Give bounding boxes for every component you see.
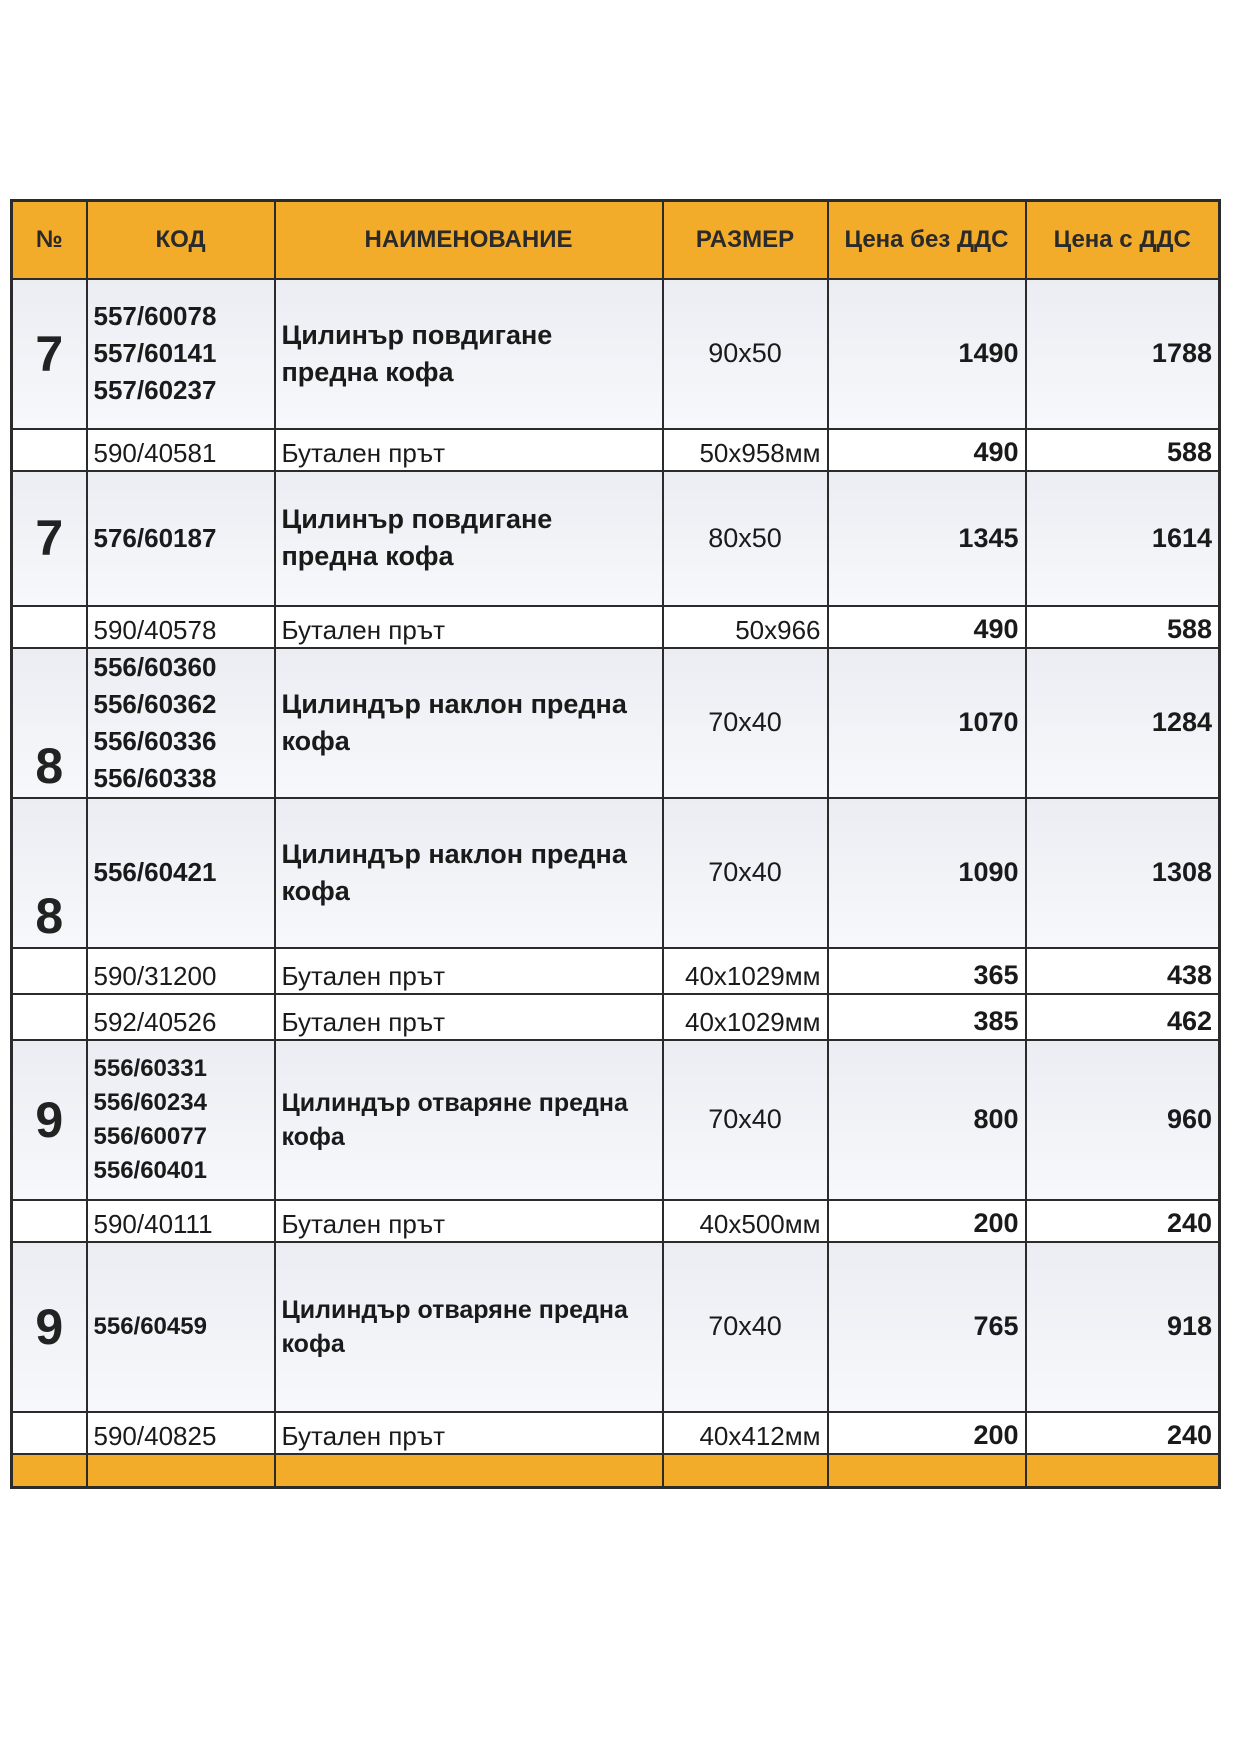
price-table <box>10 199 1221 1489</box>
table-row <box>12 429 1220 471</box>
row-number: 9 <box>12 1040 87 1200</box>
table-row <box>12 1200 1220 1242</box>
price-with-vat: 462 <box>1026 994 1220 1040</box>
row-number <box>12 1412 87 1454</box>
table-row <box>12 994 1220 1040</box>
price-list-sheet <box>10 199 1218 1489</box>
product-code: 557/60141 <box>93 338 217 368</box>
price-with-vat: 1614 <box>1026 471 1220 606</box>
product-name: Цилиндър наклон предна кофа <box>275 798 663 948</box>
product-code: 556/60401 <box>93 1156 207 1184</box>
price-without-vat: 365 <box>828 948 1026 994</box>
row-number <box>12 948 87 994</box>
price-with-vat: 1284 <box>1026 648 1220 798</box>
table-row <box>12 1040 1220 1200</box>
price-with-vat: 1308 <box>1026 798 1220 948</box>
table-row <box>12 1412 1220 1454</box>
row-number: 8 <box>12 648 87 798</box>
product-code: 556/60336 <box>93 725 217 756</box>
product-size: 70x40 <box>663 648 828 798</box>
row-number: 7 <box>12 279 87 429</box>
row-codes <box>87 1242 275 1412</box>
product-code: 556/60362 <box>93 688 217 719</box>
product-code: 556/60421 <box>93 857 217 887</box>
product-name: Цилиндър наклон предна кофа <box>275 648 663 798</box>
product-size: 40x1029мм <box>663 948 828 994</box>
product-size: 70x40 <box>663 1242 828 1412</box>
table-row <box>12 948 1220 994</box>
table-row <box>12 648 1220 798</box>
product-size: 50x966 <box>663 606 828 648</box>
product-size: 50x958мм <box>663 429 828 471</box>
footer-cell <box>1026 1454 1220 1488</box>
product-code: 556/60459 <box>93 1313 207 1340</box>
product-code: 556/60077 <box>93 1122 207 1150</box>
table-row <box>12 798 1220 948</box>
price-without-vat: 765 <box>828 1242 1026 1412</box>
header-name: НАИМЕНОВАНИЕ <box>275 201 663 279</box>
product-code: 576/60187 <box>93 522 217 553</box>
product-code: 557/60237 <box>93 375 217 405</box>
header-price-net: Цена без ДДС <box>828 201 1026 279</box>
price-without-vat: 1345 <box>828 471 1026 606</box>
row-number: 9 <box>12 1242 87 1412</box>
row-codes <box>87 471 275 606</box>
row-codes <box>87 279 275 429</box>
product-size: 70x40 <box>663 1040 828 1200</box>
price-with-vat: 918 <box>1026 1242 1220 1412</box>
footer-cell <box>12 1454 87 1488</box>
row-number <box>12 606 87 648</box>
price-with-vat: 1788 <box>1026 279 1220 429</box>
product-size: 70x40 <box>663 798 828 948</box>
product-code: 592/40526 <box>87 994 275 1040</box>
product-code: 557/60078 <box>93 301 217 331</box>
product-name: Цилиндър отваряне предна кофа <box>275 1242 663 1412</box>
price-without-vat: 1090 <box>828 798 1026 948</box>
product-size: 40x1029мм <box>663 994 828 1040</box>
product-code: 556/60234 <box>93 1088 207 1116</box>
footer-cell <box>828 1454 1026 1488</box>
row-number <box>12 1200 87 1242</box>
footer-cell <box>663 1454 828 1488</box>
price-with-vat: 588 <box>1026 429 1220 471</box>
product-name: Цилинър повдигане предна кофа <box>275 471 663 606</box>
table-footer-band <box>12 1454 1220 1488</box>
product-name: Бутален прът <box>275 429 663 471</box>
header-no: № <box>12 201 87 279</box>
product-code: 556/60338 <box>93 762 217 793</box>
product-code: 590/40581 <box>87 429 275 471</box>
price-without-vat: 385 <box>828 994 1026 1040</box>
table-row <box>12 606 1220 648</box>
product-code: 556/60360 <box>93 651 217 682</box>
table-header-row <box>12 201 1220 279</box>
footer-cell <box>87 1454 275 1488</box>
header-size: РАЗМЕР <box>663 201 828 279</box>
row-number <box>12 994 87 1040</box>
table-row <box>12 1242 1220 1412</box>
price-without-vat: 490 <box>828 606 1026 648</box>
product-code: 590/40578 <box>87 606 275 648</box>
product-code: 590/40825 <box>87 1412 275 1454</box>
product-name: Цилинър повдигане предна кофа <box>275 279 663 429</box>
product-size: 90x50 <box>663 279 828 429</box>
product-name: Бутален прът <box>275 948 663 994</box>
row-number <box>12 429 87 471</box>
price-without-vat: 800 <box>828 1040 1026 1200</box>
product-name: Бутален прът <box>275 606 663 648</box>
price-with-vat: 240 <box>1026 1412 1220 1454</box>
price-without-vat: 1490 <box>828 279 1026 429</box>
price-with-vat: 438 <box>1026 948 1220 994</box>
price-without-vat: 1070 <box>828 648 1026 798</box>
price-without-vat: 200 <box>828 1412 1026 1454</box>
product-name: Цилиндър отваряне предна кофа <box>275 1040 663 1200</box>
product-code: 556/60331 <box>93 1054 207 1082</box>
row-codes <box>87 1040 275 1200</box>
row-codes <box>87 648 275 798</box>
price-without-vat: 490 <box>828 429 1026 471</box>
header-code: КОД <box>87 201 275 279</box>
product-name: Бутален прът <box>275 1412 663 1454</box>
product-code: 590/31200 <box>87 948 275 994</box>
row-codes <box>87 798 275 948</box>
table-row <box>12 279 1220 429</box>
product-size: 80x50 <box>663 471 828 606</box>
price-without-vat: 200 <box>828 1200 1026 1242</box>
product-size: 40x500мм <box>663 1200 828 1242</box>
header-price-vat: Цена с ДДС <box>1026 201 1220 279</box>
price-with-vat: 588 <box>1026 606 1220 648</box>
product-name: Бутален прът <box>275 994 663 1040</box>
price-with-vat: 960 <box>1026 1040 1220 1200</box>
footer-cell <box>275 1454 663 1488</box>
product-name: Бутален прът <box>275 1200 663 1242</box>
table-row <box>12 471 1220 606</box>
product-size: 40x412мм <box>663 1412 828 1454</box>
price-with-vat: 240 <box>1026 1200 1220 1242</box>
row-number: 7 <box>12 471 87 606</box>
row-number: 8 <box>12 798 87 948</box>
product-code: 590/40111 <box>87 1200 275 1242</box>
